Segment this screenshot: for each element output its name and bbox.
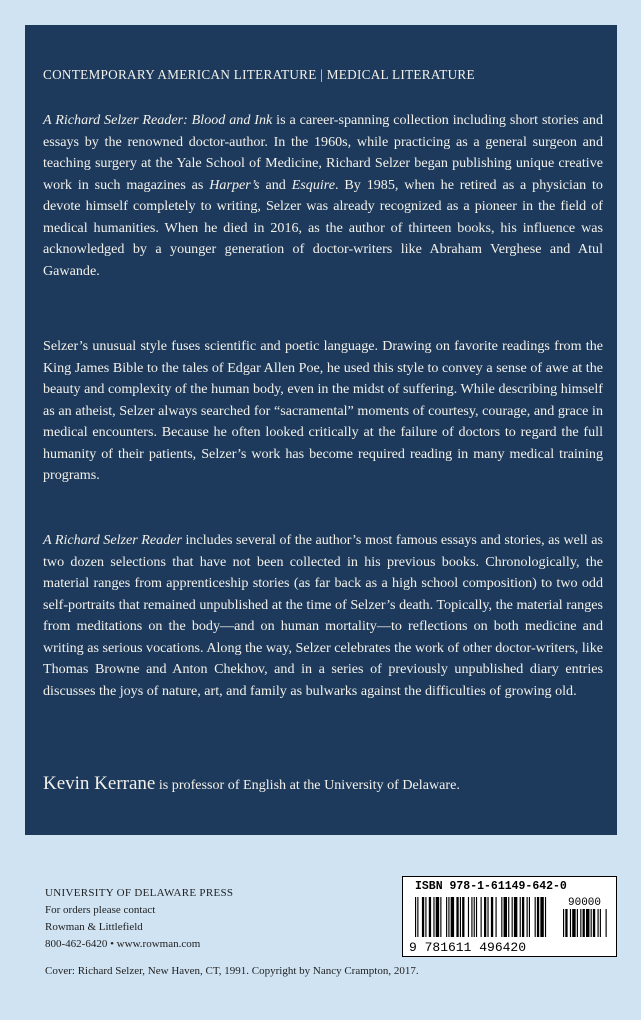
description-text: is a career-spanning collection including short stories and essays by the renowned doctor-author. In the 1960s, while practicing as a general surgeon and teaching surgery at the Yale School of Medicine, Richard Selzer began publishing unique creative work in such magazines as bbox=[43, 112, 603, 193]
description-text: includes several of the author’s most famous essays and stories, as well as two dozen selections that have not been collected in his previous books. Chronologically, the material ranges from apprenticeship stories (as far back as a high school composition) to two odd self-portraits that remained unpublished at the time of Selzer’s death. Topically, the material ranges from meditations on the body—and on human mortality—to reflections on both medicine and writing as serious vocations. Along the way, Selzer celebrates the work of other doctor-writers, like Thomas Browne and Anton Chekhov, and in a series of previously unpublished diary entries discusses the joys of nature, art, and family as bulwarks against the difficulties of growing old. bbox=[43, 532, 603, 699]
description-paragraph-1 bbox=[43, 110, 603, 282]
magazine-title: Harper’s bbox=[209, 176, 260, 193]
author-bio bbox=[43, 773, 460, 795]
barcode-bar bbox=[540, 897, 543, 937]
barcode-bar bbox=[545, 897, 546, 937]
barcode-bar bbox=[436, 897, 439, 937]
barcode-bar bbox=[529, 897, 530, 937]
barcode-bar bbox=[448, 897, 449, 937]
barcode-bar bbox=[417, 897, 418, 937]
barcode-bar bbox=[425, 897, 426, 937]
barcode-bar bbox=[537, 897, 539, 937]
barcode-bar bbox=[446, 897, 447, 937]
barcode-bar bbox=[570, 909, 571, 937]
barcode-bar bbox=[415, 897, 416, 937]
barcode-bar bbox=[606, 909, 607, 937]
barcode-bar bbox=[429, 897, 431, 937]
barcode-bar bbox=[591, 909, 592, 937]
cover-credit: Cover: Richard Selzer, New Haven, CT, 1991. Copyright by Nancy Crampton, 2017. bbox=[45, 965, 419, 977]
price-code: 90000 bbox=[568, 897, 602, 909]
barcode-bar bbox=[460, 897, 461, 937]
barcode-bar bbox=[484, 897, 486, 937]
barcode-bar bbox=[512, 897, 513, 937]
barcode-bar bbox=[501, 897, 502, 937]
description-text: and bbox=[259, 176, 292, 193]
barcode-bar bbox=[491, 897, 493, 937]
barcode-bar bbox=[514, 897, 517, 937]
barcode-bar bbox=[600, 909, 601, 937]
description-text: . By 1985, when he retired as a physician to devote himself completely to writing, Selzer was already recognized as a pioneer in the field of medical humanities. When he died in 2016, as the author of thirteen books, his influence was acknowledged by a younger generation of doctor-writers like Abraham Verghese and Atul Gawande. bbox=[43, 176, 603, 279]
publisher-contact: 800-462-6420 • www.rowman.com bbox=[45, 938, 201, 950]
barcode-bar bbox=[422, 897, 424, 937]
barcode-bar bbox=[577, 909, 578, 937]
barcode-bar bbox=[433, 897, 434, 937]
barcode-bar bbox=[522, 897, 524, 937]
author-bio-text: is professor of English at the University of Delaware. bbox=[155, 777, 460, 793]
orders-note: For orders please contact bbox=[45, 904, 156, 916]
addon-barcode-bars bbox=[563, 909, 607, 937]
publisher-name: UNIVERSITY OF DELAWARE PRESS bbox=[45, 887, 234, 899]
author-name: Kevin Kerrane bbox=[43, 773, 156, 794]
ean-digits: 9 781611 496420 bbox=[409, 940, 527, 955]
back-cover-panel bbox=[25, 25, 617, 835]
barcode-bar bbox=[565, 909, 567, 937]
barcode-graphic bbox=[403, 877, 615, 955]
magazine-title: Esquire bbox=[291, 176, 336, 193]
isbn-label: ISBN 978-1-61149-642-0 bbox=[415, 880, 567, 893]
barcode-bar bbox=[476, 897, 477, 937]
isbn-barcode bbox=[402, 876, 617, 957]
barcode-bar bbox=[468, 897, 469, 937]
barcode-bar bbox=[527, 897, 528, 937]
barcode-bar bbox=[462, 897, 464, 937]
barcode-bar bbox=[583, 909, 585, 937]
barcode-bar bbox=[586, 909, 589, 937]
barcode-bar bbox=[535, 897, 536, 937]
book-title: A Richard Selzer Reader: Blood and Ink bbox=[43, 112, 273, 128]
barcode-bar bbox=[508, 897, 509, 937]
barcode-bar bbox=[593, 909, 595, 937]
description-paragraph-3 bbox=[43, 530, 603, 702]
barcode-bar bbox=[471, 897, 472, 937]
barcode-bar bbox=[520, 897, 521, 937]
barcode-bar bbox=[451, 897, 454, 937]
barcode-bar bbox=[563, 909, 564, 937]
barcode-bar bbox=[487, 897, 488, 937]
barcode-bar bbox=[474, 897, 475, 937]
barcode-bar bbox=[440, 897, 441, 937]
barcode-bar bbox=[481, 897, 482, 937]
book-title: A Richard Selzer Reader bbox=[43, 532, 182, 548]
description-paragraph-2: Selzer’s unusual style fuses scientific and poetic language. Drawing on favorite readings from the King James Bible to the tales of Edgar Allen Poe, he used this style to convey a sense of awe at the beauty and complexity of the human body, even in the midst of suffering. While describing himself as an atheist, Selzer always searched for “sacramental” moments of courtesy, courage, and grace in medical encounters. Because he often looked critically at the failure of doctors to regard the full humanity of their patients, Selzer’s work has become required reading in many medical training programs. bbox=[43, 338, 603, 483]
ean-barcode-bars bbox=[415, 897, 546, 937]
barcode-bar bbox=[580, 909, 581, 937]
barcode-bar bbox=[598, 909, 599, 937]
barcode-bar bbox=[456, 897, 458, 937]
publisher-info bbox=[45, 885, 233, 953]
barcode-bar bbox=[496, 897, 497, 937]
category-label: CONTEMPORARY AMERICAN LITERATURE | MEDICAL LITERATURE bbox=[43, 67, 475, 82]
distributor-name: Rowman & Littlefield bbox=[45, 921, 143, 933]
barcode-bar bbox=[572, 909, 575, 937]
barcode-bar bbox=[504, 897, 507, 937]
